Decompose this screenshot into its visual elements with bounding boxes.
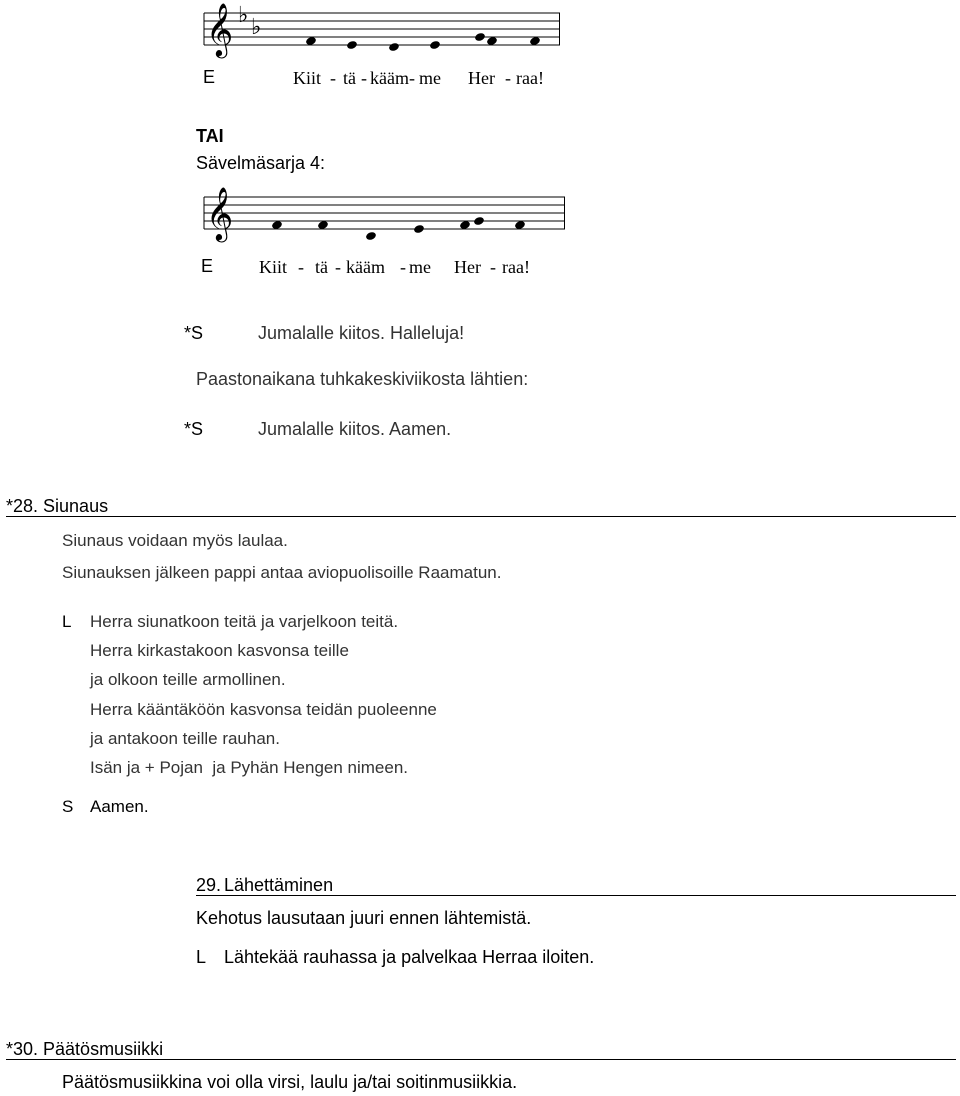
blessing-line: Herra kääntäköön kasvonsa teidän puoleenne — [90, 700, 437, 719]
blessing-line: Herra kirkastakoon kasvonsa teille — [90, 641, 349, 660]
lyric-syllable: - — [400, 257, 406, 277]
leader-marker: L — [196, 947, 207, 967]
lyric-syllable: tä — [315, 257, 328, 277]
lyric-syllable: - — [361, 68, 367, 88]
congregation-marker: *S — [184, 419, 204, 439]
lyric-syllable: - — [409, 68, 415, 88]
lyric-syllable: raa! — [502, 257, 530, 277]
lyric-syllable: me — [419, 68, 441, 88]
response-marker: E — [203, 67, 216, 87]
alternative-label: TAI — [196, 126, 224, 146]
instruction-note: Siunaus voidaan myös laulaa. — [62, 531, 288, 550]
section-divider — [196, 895, 956, 896]
lyric-syllable: Her — [468, 68, 495, 88]
lyric-syllable: Kiit — [293, 68, 322, 88]
blessing-line: Isän ja + Pojan ja Pyhän Hengen nimeen. — [90, 758, 409, 777]
instruction-note: Siunauksen jälkeen pappi antaa aviopuolisoille Raamatun. — [62, 563, 502, 582]
music-staff-1 — [200, 0, 560, 60]
note-head — [474, 32, 486, 42]
lyric-syllable: - — [298, 257, 304, 277]
lyric-syllable: raa! — [516, 68, 544, 88]
blessing-line: ja antakoon teille rauhan. — [90, 729, 280, 748]
dismissal-text: Lähtekää rauhassa ja palvelkaa Herraa iloiten. — [224, 947, 595, 967]
section-heading-29: 29. — [196, 875, 222, 895]
section-heading-30: *30. Päätösmusiikki — [6, 1039, 164, 1059]
response-marker: E — [201, 256, 214, 276]
lyric-syllable: me — [409, 257, 431, 277]
lyric-syllable: kääm — [346, 257, 385, 277]
lyric-syllable: kääm — [370, 68, 409, 88]
blessing-line: ja olkoon teille armollinen. — [90, 670, 286, 689]
melody-series-label: Sävelmäsarja 4: — [196, 153, 326, 173]
treble-clef-icon: 𝄞 — [206, 186, 234, 240]
acclamation-text: Jumalalle kiitos. Halleluja! — [258, 323, 465, 343]
note-head — [388, 42, 400, 52]
instruction-note: Kehotus lausutaan juuri ennen lähtemistä. — [196, 908, 532, 928]
congregation-marker: *S — [184, 323, 204, 343]
lent-note: Paastonaikana tuhkakeskiviikosta lähtien: — [196, 369, 529, 389]
blessing-line: Herra siunatkoon teitä ja varjelkoon teitä. — [90, 612, 399, 631]
lyric-syllable: - — [330, 68, 336, 88]
lyric-syllable: - — [335, 257, 341, 277]
acclamation-text: Jumalalle kiitos. Aamen. — [258, 419, 452, 439]
lyric-syllable: Kiit — [259, 257, 288, 277]
instruction-note: Päätösmusiikkina voi olla virsi, laulu ja/tai soitinmusiikkia. — [62, 1072, 518, 1092]
leader-marker: L — [62, 612, 72, 631]
section-heading-28: *28. Siunaus — [6, 496, 109, 516]
note-head — [365, 231, 377, 241]
section-divider — [6, 1059, 956, 1060]
section-title-29: Lähettäminen — [224, 875, 334, 895]
flat-icon: ♭ — [238, 3, 249, 28]
music-staff-2 — [200, 185, 565, 245]
lyric-syllable: tä — [343, 68, 356, 88]
lyric-syllable: - — [505, 68, 511, 88]
note-head — [473, 216, 485, 226]
note-head — [346, 40, 358, 50]
note-head — [413, 224, 425, 234]
lyric-syllable: - — [490, 257, 496, 277]
lyric-syllable: Her — [454, 257, 481, 277]
flat-icon: ♭ — [251, 15, 262, 40]
response-text: Aamen. — [90, 797, 149, 816]
section-divider — [6, 516, 956, 517]
congregation-marker: S — [62, 797, 74, 816]
treble-clef-icon: 𝄞 — [206, 2, 234, 56]
note-head — [429, 40, 441, 50]
